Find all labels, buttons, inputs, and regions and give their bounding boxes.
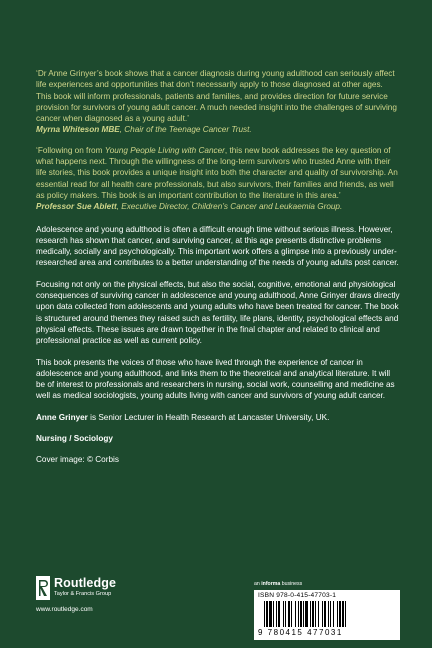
barcode-bar (295, 601, 296, 627)
barcode-bar (300, 601, 302, 627)
subject-category: Nursing / Sociology (36, 433, 113, 443)
back-cover-text (36, 68, 400, 465)
barcode-bar (298, 601, 299, 627)
quote-2-attribution (36, 201, 400, 212)
quote-1-author: Myrna Whiteson MBE (36, 125, 120, 135)
quote-2-text: , this new book addresses the key question of what happens next. Through the willingness of the long-term survivors who trusted Anne with their life stories, this book provides a unique insight into both the character and quality of survivorship. An essential read for all health care professionals, but also survivors, their families and friends, as well as policy makers. This book is an important contribution to the literature in this area.’ (36, 145, 398, 200)
endorsement-quote-2 (36, 145, 400, 201)
barcode-bar (288, 601, 290, 627)
description-paragraph: Focusing not only on the physical effects, but also the social, cognitive, emotional and physiological consequences of surviving cancer in adolescence and young adulthood, Anne Grinyer draws directly upon data collected from adolescents and young adults who have been treated for cancer. The book is structured around themes they raised such as fertility, life plans, identity, psychological effects and physical effects. These issues are drawn together in the final chapter and related to clinical and professional practice as well as current policy. (36, 279, 400, 346)
barcode-bar (264, 601, 265, 627)
author-name: Anne Grinyer (36, 412, 88, 422)
barcode-digits: 9 780415 477031 (258, 628, 343, 637)
barcode-bar (337, 601, 338, 627)
publisher-group: Taylor & Francis Group (54, 591, 112, 597)
author-bio-text: is Senior Lecturer in Health Research at Lancaster University, UK. (87, 412, 330, 422)
informa-tail: business (280, 581, 303, 587)
quote-2-role: , Executive Director, Children’s Cancer and Leukaemia Group. (116, 202, 343, 212)
barcode-bar (283, 601, 284, 627)
endorsement-quote-1 (36, 68, 400, 124)
cover-credit: Cover image: © Corbis (36, 454, 119, 464)
barcode-bar (310, 601, 311, 627)
barcode-bar (269, 601, 272, 627)
barcode (254, 590, 400, 640)
barcode-bar (303, 601, 304, 627)
author-bio (36, 412, 400, 423)
quote-2-lead: ‘Following on from (36, 145, 105, 155)
publisher-name: Routledge (54, 576, 117, 590)
barcode-bar (324, 601, 326, 627)
barcode-bar (339, 601, 341, 627)
barcode-bar (312, 601, 314, 627)
barcode-bar (273, 601, 274, 627)
barcode-bar (333, 601, 334, 627)
barcode-bar (291, 601, 292, 627)
description-paragraph: Adolescence and young adulthood is often a difficult enough time without serious illness. However, research has shown that cancer, and surviving cancer, at this age presents distinctive problems medically, socially and psychologically. This important work offers a glimpse into a previously under-researched area and contributes to a better understanding of the needs of young adults post cancer. (36, 224, 399, 268)
barcode-bars (264, 601, 392, 627)
barcode-bar (305, 601, 308, 627)
barcode-bar (328, 601, 329, 627)
barcode-bar (318, 601, 319, 627)
barcode-bar (322, 601, 323, 627)
barcode-bar (330, 601, 331, 627)
barcode-bar (345, 601, 346, 627)
quote-1-text: ‘Dr Anne Grinyer’s book shows that a cancer diagnosis during young adulthood can seriously affect life experiences and opportunities that don’t necessarily apply to those diagnosed at other ages. This book will inform professionals, patients and families, and provides direction for future service provision for survivors of young adult cancer. A much needed insight into the challenges of surviving cancer when diagnosed as a young adult.’ (36, 69, 397, 124)
informa-business-tag (254, 581, 302, 587)
isbn-number: ISBN 978-0-415-47703-1 (258, 592, 337, 599)
quote-2-author: Professor Sue Ablett (36, 202, 117, 212)
quote-2-book-title: Young People Living with Cancer (104, 145, 225, 155)
barcode-bar (276, 601, 277, 627)
barcode-bar (266, 601, 268, 627)
barcode-bar (315, 601, 316, 627)
description-paragraph: This book presents the voices of those who have lived through the experience of cancer in adolescence and young adulthood, and links them to the theoretical and analytical literature. It will be of interest to professionals and researchers in nursing, social work, counselling and medicine as well as medical sociologists, young adults living with cancer and survivors of young adult cancer. (36, 357, 395, 401)
informa-lead: an (254, 581, 262, 587)
barcode-bar (342, 601, 344, 627)
barcode-bar (285, 601, 286, 627)
routledge-r-icon (36, 576, 50, 600)
barcode-bar (278, 601, 280, 627)
quote-1-attribution (36, 124, 400, 135)
publisher-logo (36, 576, 166, 622)
informa-brand: informa (261, 581, 281, 587)
publisher-url: www.routledge.com (36, 606, 93, 613)
quote-1-role: , Chair of the Teenage Cancer Trust. (119, 125, 252, 135)
